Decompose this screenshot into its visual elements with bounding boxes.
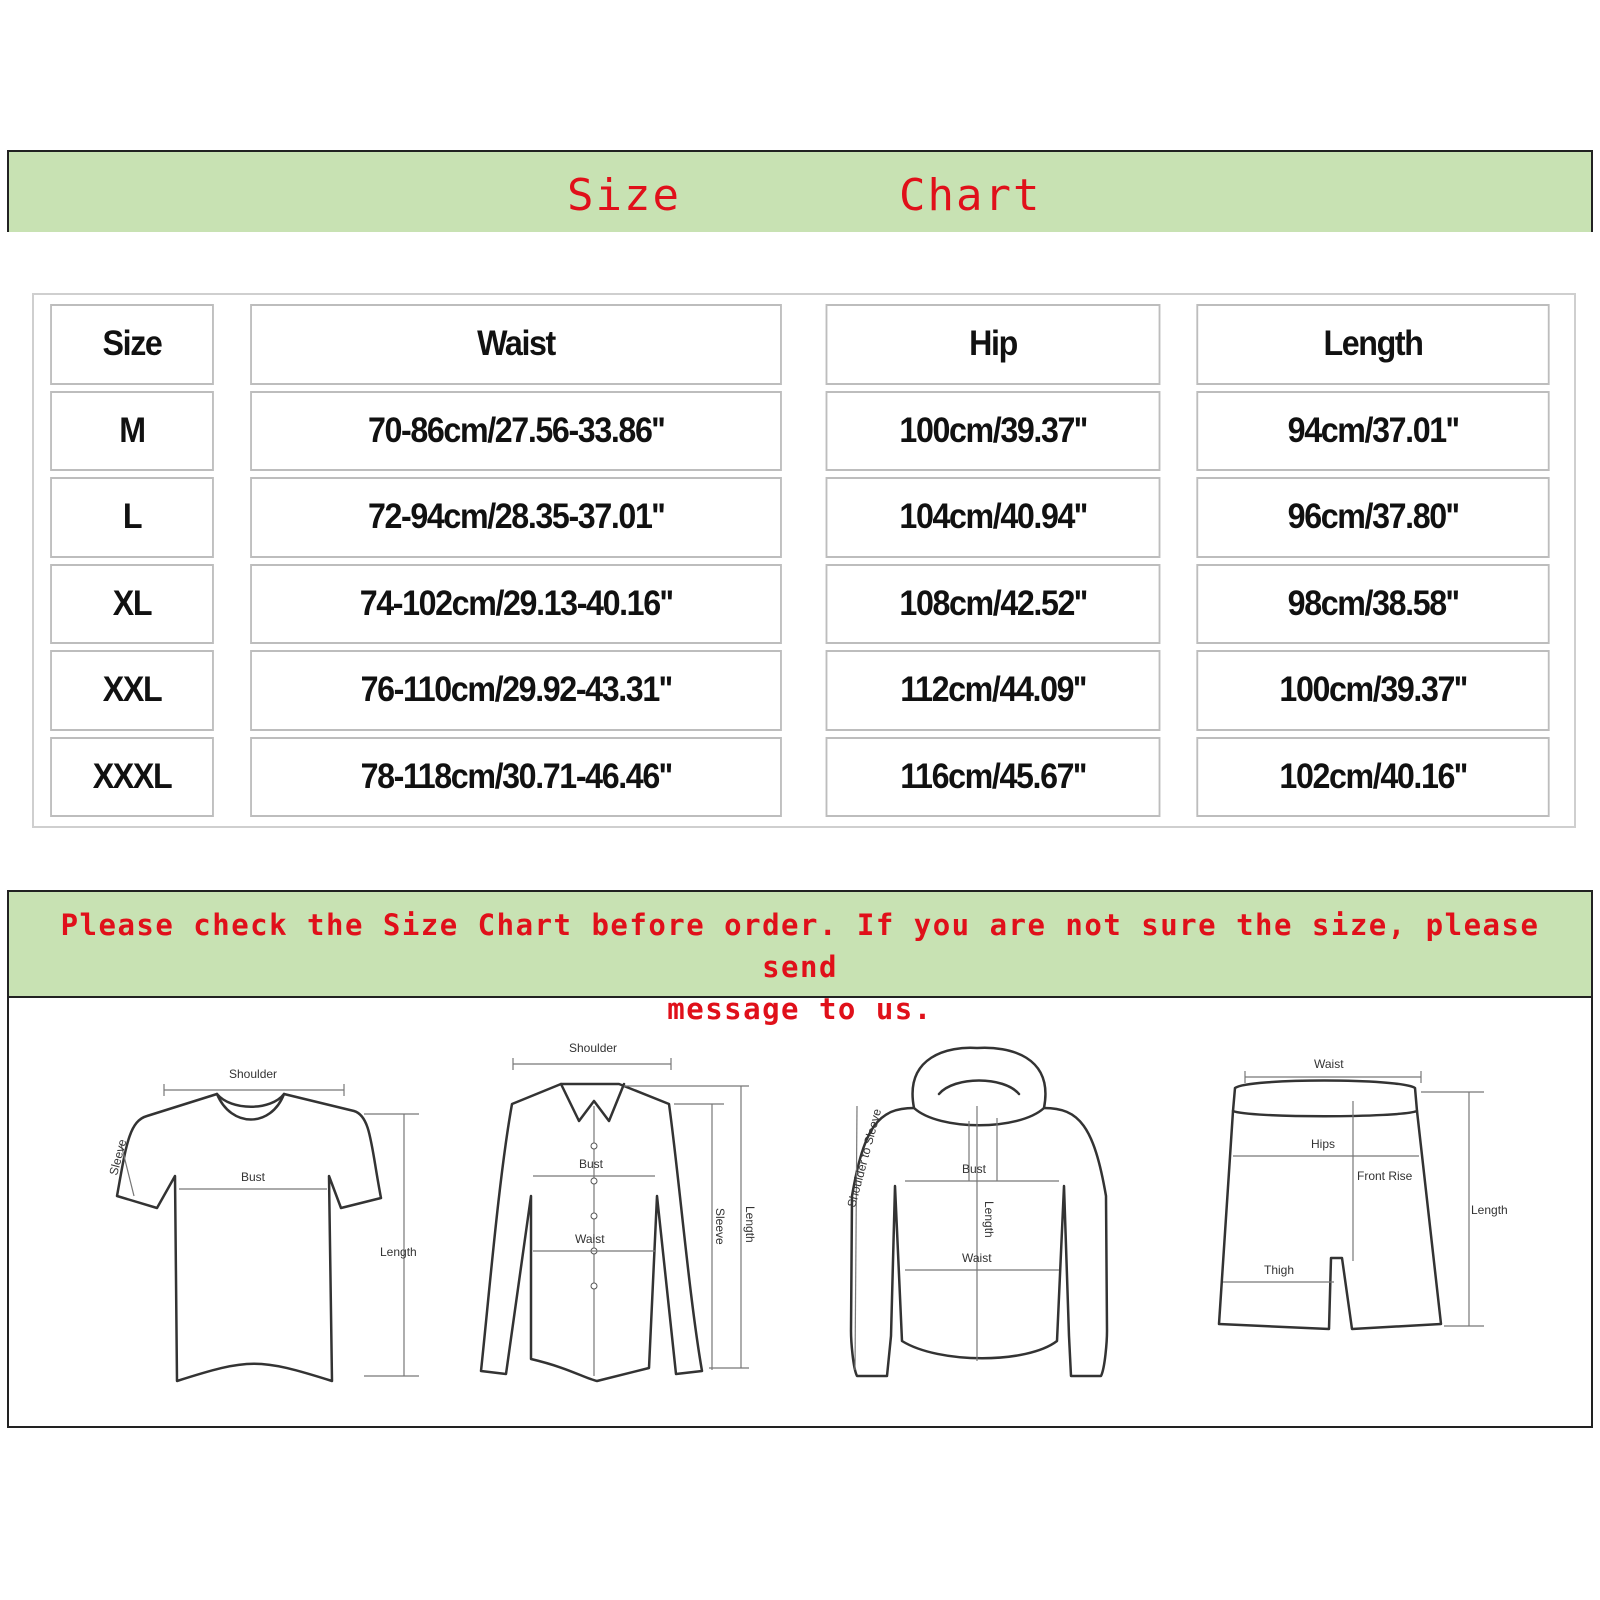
table-row: [43, 564, 1565, 645]
table-row: [43, 737, 1565, 818]
tshirt-length-label: Length: [380, 1245, 417, 1259]
cell-length: 98cm/38.58'': [1196, 564, 1549, 645]
notice-banner: [7, 890, 1593, 1026]
header-size: Size: [50, 304, 214, 385]
hoodie-waist-label: Waist: [962, 1251, 992, 1265]
cell-size: XL: [50, 564, 214, 645]
cell-size: M: [50, 391, 214, 472]
cell-waist: 72-94cm/28.35-37.01'': [250, 477, 782, 558]
shirt-button-icon: [591, 1283, 597, 1289]
shorts-thigh-label: Thigh: [1264, 1263, 1295, 1277]
cell-hip: 108cm/42.52'': [826, 564, 1161, 645]
tshirt-diagram: [106, 1067, 419, 1381]
header-waist: Waist: [250, 304, 782, 385]
notice-line-2: message to us.: [667, 992, 933, 1026]
tshirt-sleeve-label: Sleeve: [106, 1137, 130, 1177]
shirt-button-icon: [591, 1213, 597, 1219]
diagrams-svg: [9, 996, 1595, 1428]
header-hip: Hip: [826, 304, 1161, 385]
cell-hip: 100cm/39.37'': [826, 391, 1161, 472]
cell-size: XXL: [50, 650, 214, 731]
size-table: [37, 298, 1571, 823]
shirt-length-label: Length: [743, 1206, 757, 1243]
shorts-diagram: [1219, 1057, 1508, 1329]
cell-length: 100cm/39.37'': [1196, 650, 1549, 731]
hoodie-shoulder-to-sleeve-label: Shoulder to Sleeve: [844, 1107, 885, 1209]
cell-waist: 76-110cm/29.92-43.31'': [250, 650, 782, 731]
table-row: [43, 391, 1565, 472]
cell-waist: 74-102cm/29.13-40.16'': [250, 564, 782, 645]
shirt-bust-label: Bust: [579, 1157, 604, 1171]
title-banner: [7, 150, 1593, 232]
hoodie-length-label: Length: [982, 1201, 996, 1238]
shirt-waist-label: Waist: [575, 1232, 605, 1246]
cell-hip: 112cm/44.09'': [826, 650, 1161, 731]
shorts-front-rise-label: Front Rise: [1357, 1169, 1413, 1183]
cell-hip: 116cm/45.67'': [826, 737, 1161, 818]
shorts-length-label: Length: [1471, 1203, 1508, 1217]
tshirt-bust-label: Bust: [241, 1170, 266, 1184]
shorts-hips-label: Hips: [1311, 1137, 1336, 1151]
notice-line-1: Please check the Size Chart before order. If you are not sure the size, please send: [60, 908, 1540, 984]
shirt-sleeve-label: Sleeve: [713, 1208, 727, 1245]
cell-length: 94cm/37.01'': [1196, 391, 1549, 472]
cell-length: 96cm/37.80'': [1196, 477, 1549, 558]
cell-size: XXXL: [50, 737, 214, 818]
table-header-row: [43, 304, 1565, 385]
title-word-size: Size: [567, 170, 681, 221]
header-length: Length: [1196, 304, 1549, 385]
shorts-waist-label: Waist: [1314, 1057, 1344, 1071]
tshirt-shoulder-label: Shoulder: [229, 1067, 278, 1081]
cell-waist: 78-118cm/30.71-46.46'': [250, 737, 782, 818]
shirt-button-icon: [591, 1143, 597, 1149]
title-word-chart: Chart: [899, 170, 1042, 221]
table-row: [43, 477, 1565, 558]
shirt-shoulder-label: Shoulder: [569, 1041, 618, 1055]
hoodie-bust-label: Bust: [962, 1162, 987, 1176]
cell-length: 102cm/40.16'': [1196, 737, 1549, 818]
size-table-frame: [32, 293, 1576, 828]
measurement-diagrams: [7, 996, 1593, 1428]
cell-size: L: [50, 477, 214, 558]
cell-waist: 70-86cm/27.56-33.86'': [250, 391, 782, 472]
hoodie-diagram: [844, 1048, 1107, 1376]
cell-hip: 104cm/40.94'': [826, 477, 1161, 558]
shirt-diagram: [481, 1041, 757, 1381]
shirt-button-icon: [591, 1178, 597, 1184]
table-row: [43, 650, 1565, 731]
